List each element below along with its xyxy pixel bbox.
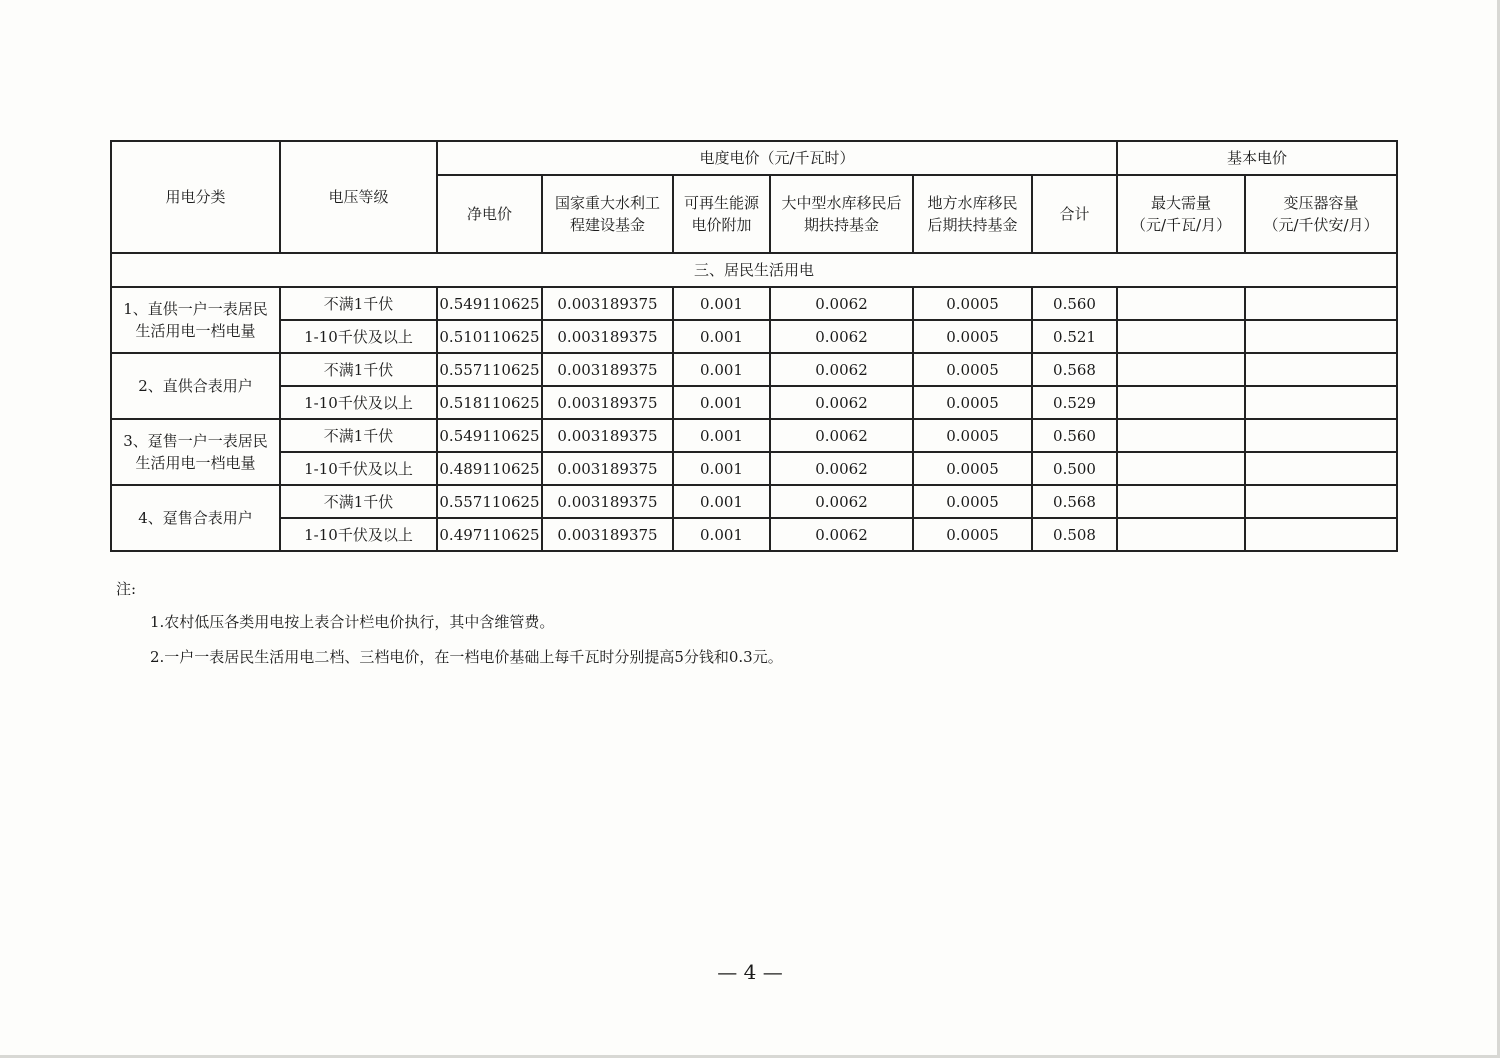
total-cell: 0.568 xyxy=(1032,353,1117,386)
large-reservoir-cell: 0.0062 xyxy=(770,353,913,386)
voltage-cell: 不满1千伏 xyxy=(280,485,437,518)
note-item-2: 2.一户一表居民生活用电二档、三档电价，在一档电价基础上每千瓦时分别提高5分钱和0.3元。 xyxy=(150,648,783,666)
voltage-cell: 1-10千伏及以上 xyxy=(280,452,437,485)
header-renewable-line2: 电价附加 xyxy=(691,216,752,234)
net-price-cell: 0.510110625 xyxy=(437,320,542,353)
table-row xyxy=(111,320,1397,353)
table-row xyxy=(111,518,1397,551)
local-reservoir-cell: 0.0005 xyxy=(913,485,1032,518)
header-energy-price-group: 电度电价（元/千瓦时） xyxy=(437,141,1117,175)
renewable-cell: 0.001 xyxy=(673,287,770,320)
local-reservoir-cell: 0.0005 xyxy=(913,452,1032,485)
water-fund-cell: 0.003189375 xyxy=(542,518,673,551)
transformer-cell xyxy=(1245,353,1397,386)
water-fund-cell: 0.003189375 xyxy=(542,287,673,320)
category-line2: 生活用电一档电量 xyxy=(135,454,256,472)
renewable-cell: 0.001 xyxy=(673,485,770,518)
category-cell xyxy=(111,485,280,551)
header-large-reservoir-line1: 大中型水库移民后 xyxy=(781,194,902,212)
table-row xyxy=(111,386,1397,419)
max-demand-cell xyxy=(1117,518,1245,551)
local-reservoir-cell: 0.0005 xyxy=(913,518,1032,551)
renewable-cell: 0.001 xyxy=(673,518,770,551)
category-line1: 4、趸售合表用户 xyxy=(138,509,253,527)
max-demand-cell xyxy=(1117,452,1245,485)
water-fund-cell: 0.003189375 xyxy=(542,320,673,353)
water-fund-cell: 0.003189375 xyxy=(542,485,673,518)
header-large-reservoir-line2: 期扶持基金 xyxy=(803,216,879,234)
local-reservoir-cell: 0.0005 xyxy=(913,419,1032,452)
header-voltage: 电压等级 xyxy=(280,141,437,253)
table-row xyxy=(111,353,1397,386)
voltage-cell: 1-10千伏及以上 xyxy=(280,518,437,551)
header-max-demand-line2: （元/千瓦/月） xyxy=(1130,216,1232,234)
local-reservoir-cell: 0.0005 xyxy=(913,353,1032,386)
large-reservoir-cell: 0.0062 xyxy=(770,485,913,518)
total-cell: 0.521 xyxy=(1032,320,1117,353)
large-reservoir-cell: 0.0062 xyxy=(770,386,913,419)
net-price-cell: 0.549110625 xyxy=(437,287,542,320)
category-cell xyxy=(111,287,280,353)
renewable-cell: 0.001 xyxy=(673,419,770,452)
water-fund-cell: 0.003189375 xyxy=(542,353,673,386)
water-fund-cell: 0.003189375 xyxy=(542,419,673,452)
large-reservoir-cell: 0.0062 xyxy=(770,518,913,551)
renewable-cell: 0.001 xyxy=(673,452,770,485)
header-category: 用电分类 xyxy=(111,141,280,253)
header-basic-price-group: 基本电价 xyxy=(1117,141,1397,175)
renewable-cell: 0.001 xyxy=(673,353,770,386)
header-transformer-line2: （元/千伏安/月） xyxy=(1263,216,1379,234)
note-item-1: 1.农村低压各类用电按上表合计栏电价执行，其中含维管费。 xyxy=(150,613,555,631)
electricity-price-table xyxy=(110,140,1398,552)
total-cell: 0.500 xyxy=(1032,452,1117,485)
transformer-cell xyxy=(1245,320,1397,353)
header-water-fund xyxy=(542,175,673,253)
header-net-price: 净电价 xyxy=(437,175,542,253)
header-large-reservoir xyxy=(770,175,913,253)
table-row xyxy=(111,287,1397,320)
header-renewable xyxy=(673,175,770,253)
total-cell: 0.560 xyxy=(1032,419,1117,452)
water-fund-cell: 0.003189375 xyxy=(542,386,673,419)
notes-label: 注: xyxy=(116,580,137,598)
water-fund-cell: 0.003189375 xyxy=(542,452,673,485)
net-price-cell: 0.497110625 xyxy=(437,518,542,551)
header-transformer-line1: 变压器容量 xyxy=(1283,194,1359,212)
header-max-demand xyxy=(1117,175,1245,253)
max-demand-cell xyxy=(1117,320,1245,353)
net-price-cell: 0.518110625 xyxy=(437,386,542,419)
max-demand-cell xyxy=(1117,386,1245,419)
total-cell: 0.529 xyxy=(1032,386,1117,419)
transformer-cell xyxy=(1245,419,1397,452)
header-water-fund-line1: 国家重大水利工 xyxy=(554,194,660,212)
max-demand-cell xyxy=(1117,419,1245,452)
header-max-demand-line1: 最大需量 xyxy=(1151,194,1212,212)
table-row xyxy=(111,419,1397,452)
transformer-cell xyxy=(1245,386,1397,419)
table-row xyxy=(111,452,1397,485)
header-transformer xyxy=(1245,175,1397,253)
net-price-cell: 0.557110625 xyxy=(437,353,542,386)
header-local-reservoir-line2: 后期扶持基金 xyxy=(927,216,1018,234)
voltage-cell: 不满1千伏 xyxy=(280,287,437,320)
local-reservoir-cell: 0.0005 xyxy=(913,287,1032,320)
transformer-cell xyxy=(1245,518,1397,551)
header-water-fund-line2: 程建设基金 xyxy=(569,216,645,234)
renewable-cell: 0.001 xyxy=(673,386,770,419)
large-reservoir-cell: 0.0062 xyxy=(770,320,913,353)
category-cell xyxy=(111,419,280,485)
category-line1: 1、直供一户一表居民 xyxy=(123,300,268,318)
net-price-cell: 0.557110625 xyxy=(437,485,542,518)
section-title: 三、居民生活用电 xyxy=(111,253,1397,287)
table-row xyxy=(111,485,1397,518)
max-demand-cell xyxy=(1117,485,1245,518)
category-cell xyxy=(111,353,280,419)
voltage-cell: 1-10千伏及以上 xyxy=(280,386,437,419)
voltage-cell: 不满1千伏 xyxy=(280,353,437,386)
net-price-cell: 0.489110625 xyxy=(437,452,542,485)
header-total: 合计 xyxy=(1032,175,1117,253)
transformer-cell xyxy=(1245,287,1397,320)
category-line1: 3、趸售一户一表居民 xyxy=(123,432,268,450)
category-line2: 生活用电一档电量 xyxy=(135,322,256,340)
large-reservoir-cell: 0.0062 xyxy=(770,452,913,485)
voltage-cell: 1-10千伏及以上 xyxy=(280,320,437,353)
net-price-cell: 0.549110625 xyxy=(437,419,542,452)
local-reservoir-cell: 0.0005 xyxy=(913,386,1032,419)
transformer-cell xyxy=(1245,452,1397,485)
total-cell: 0.568 xyxy=(1032,485,1117,518)
category-line1: 2、直供合表用户 xyxy=(138,377,253,395)
large-reservoir-cell: 0.0062 xyxy=(770,419,913,452)
header-renewable-line1: 可再生能源 xyxy=(683,194,759,212)
large-reservoir-cell: 0.0062 xyxy=(770,287,913,320)
header-local-reservoir-line1: 地方水库移民 xyxy=(927,194,1018,212)
voltage-cell: 不满1千伏 xyxy=(280,419,437,452)
max-demand-cell xyxy=(1117,287,1245,320)
renewable-cell: 0.001 xyxy=(673,320,770,353)
max-demand-cell xyxy=(1117,353,1245,386)
page-number: — 4 — xyxy=(717,960,783,984)
transformer-cell xyxy=(1245,485,1397,518)
total-cell: 0.560 xyxy=(1032,287,1117,320)
total-cell: 0.508 xyxy=(1032,518,1117,551)
header-local-reservoir xyxy=(913,175,1032,253)
local-reservoir-cell: 0.0005 xyxy=(913,320,1032,353)
